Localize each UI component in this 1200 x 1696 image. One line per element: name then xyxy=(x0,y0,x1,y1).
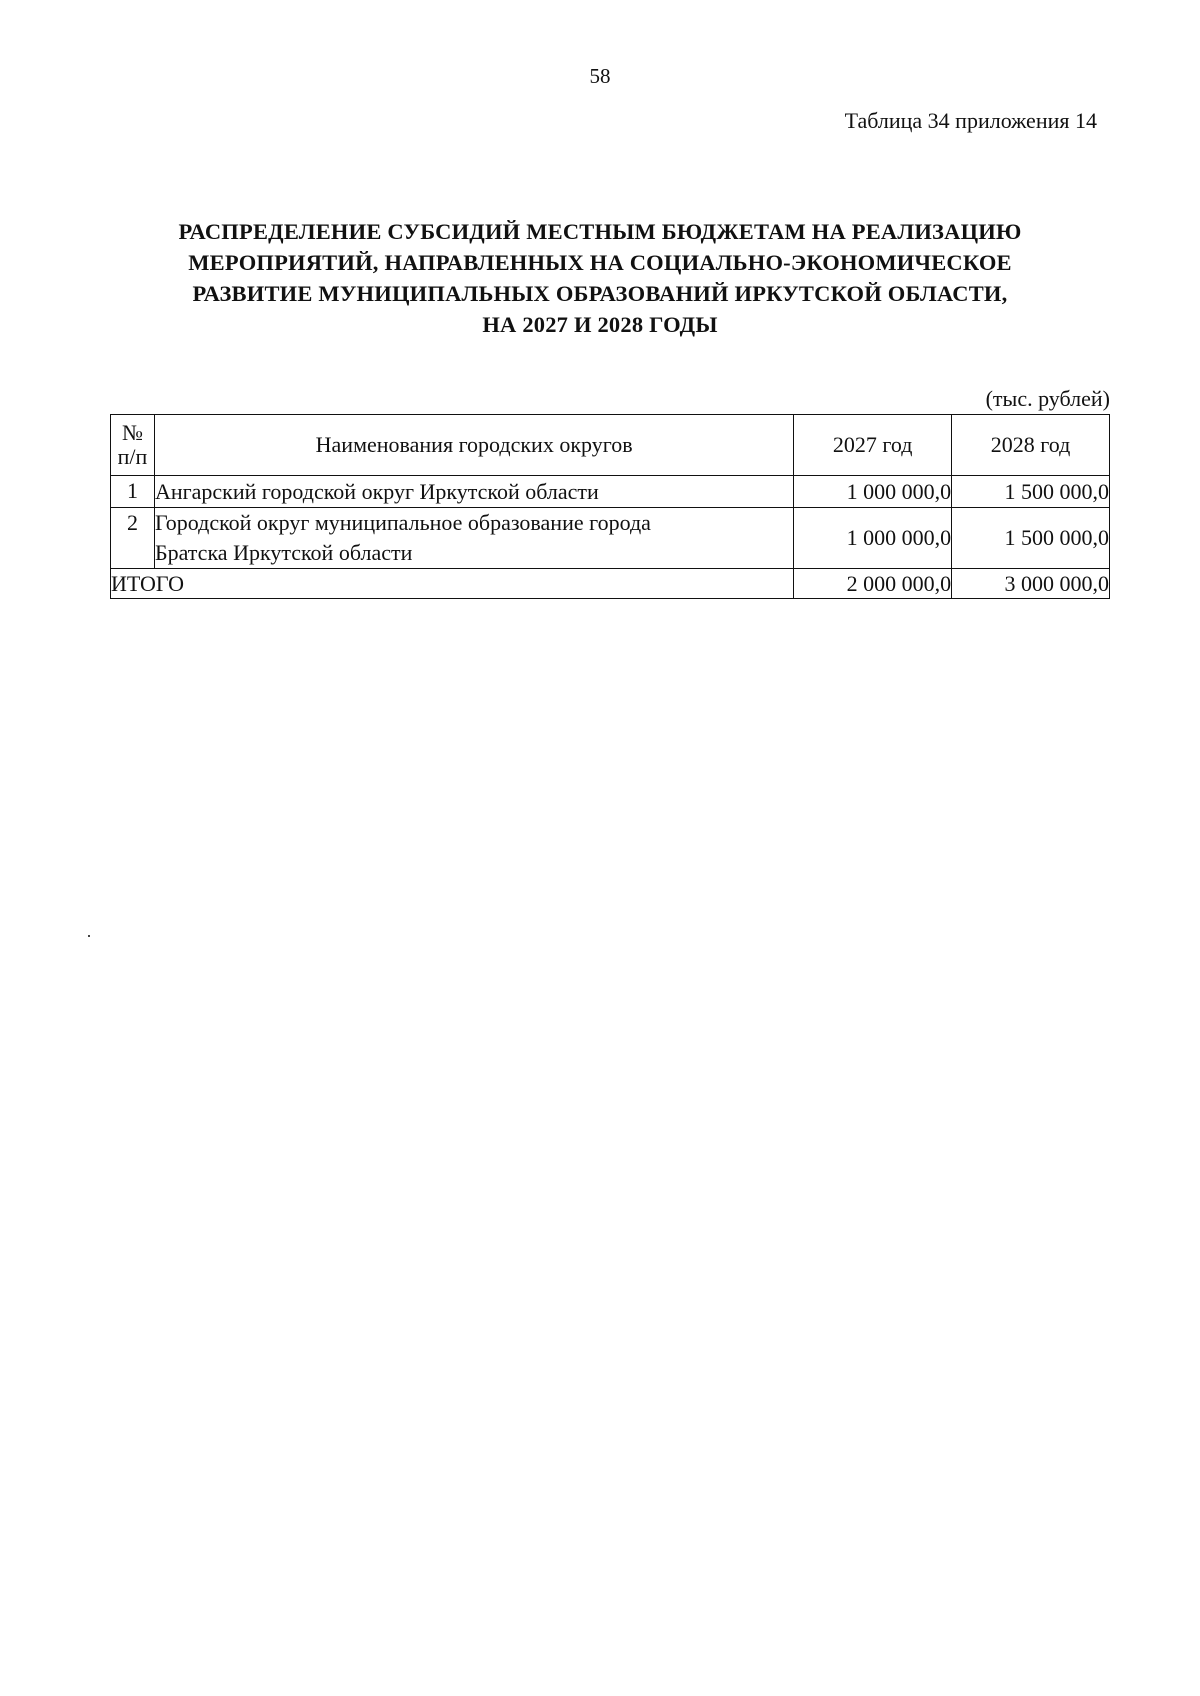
header-number xyxy=(111,415,155,476)
row-name: Ангарский городской округ Иркутской области xyxy=(154,476,793,508)
row-value-2028: 1 500 000,0 xyxy=(952,508,1110,569)
header-year-2027: 2027 год xyxy=(794,415,952,476)
row-value-2027: 1 000 000,0 xyxy=(794,508,952,569)
row-number: 2 xyxy=(111,508,155,569)
header-number-line1: № xyxy=(121,420,143,445)
row-value-2027: 1 000 000,0 xyxy=(794,476,952,508)
document-title xyxy=(100,216,1100,340)
row-name-line2: Братска Иркутской области xyxy=(154,540,413,565)
units-label: (тыс. рублей) xyxy=(985,386,1110,411)
table-row xyxy=(111,508,1110,569)
row-value-2028: 1 500 000,0 xyxy=(952,476,1110,508)
row-name xyxy=(154,508,793,569)
subsidy-distribution-table xyxy=(110,414,1110,599)
page-number: 58 xyxy=(589,64,611,88)
row-number: 1 xyxy=(111,476,155,508)
header-number-line2: п/п xyxy=(117,444,148,469)
title-line-2: МЕРОПРИЯТИЙ, НАПРАВЛЕННЫХ НА СОЦИАЛЬНО-ЭКОНОМИЧЕСКОЕ xyxy=(188,250,1012,275)
total-row xyxy=(111,569,1110,599)
row-name-line1: Городской округ муниципальное образование города xyxy=(154,510,651,535)
title-line-4: НА 2027 И 2028 ГОДЫ xyxy=(482,312,718,337)
table-row xyxy=(111,476,1110,508)
total-label: ИТОГО xyxy=(111,569,794,599)
title-line-1: РАСПРЕДЕЛЕНИЕ СУБСИДИЙ МЕСТНЫМ БЮДЖЕТАМ НА РЕАЛИЗАЦИЮ xyxy=(178,219,1022,244)
scan-speck xyxy=(88,935,90,937)
total-value-2028: 3 000 000,0 xyxy=(952,569,1110,599)
appendix-reference: Таблица 34 приложения 14 xyxy=(844,108,1097,133)
header-year-2028: 2028 год xyxy=(952,415,1110,476)
title-line-3: РАЗВИТИЕ МУНИЦИПАЛЬНЫХ ОБРАЗОВАНИЙ ИРКУТСКОЙ ОБЛАСТИ, xyxy=(192,281,1008,306)
total-value-2027: 2 000 000,0 xyxy=(794,569,952,599)
table-header-row xyxy=(111,415,1110,476)
header-name: Наименования городских округов xyxy=(154,415,793,476)
